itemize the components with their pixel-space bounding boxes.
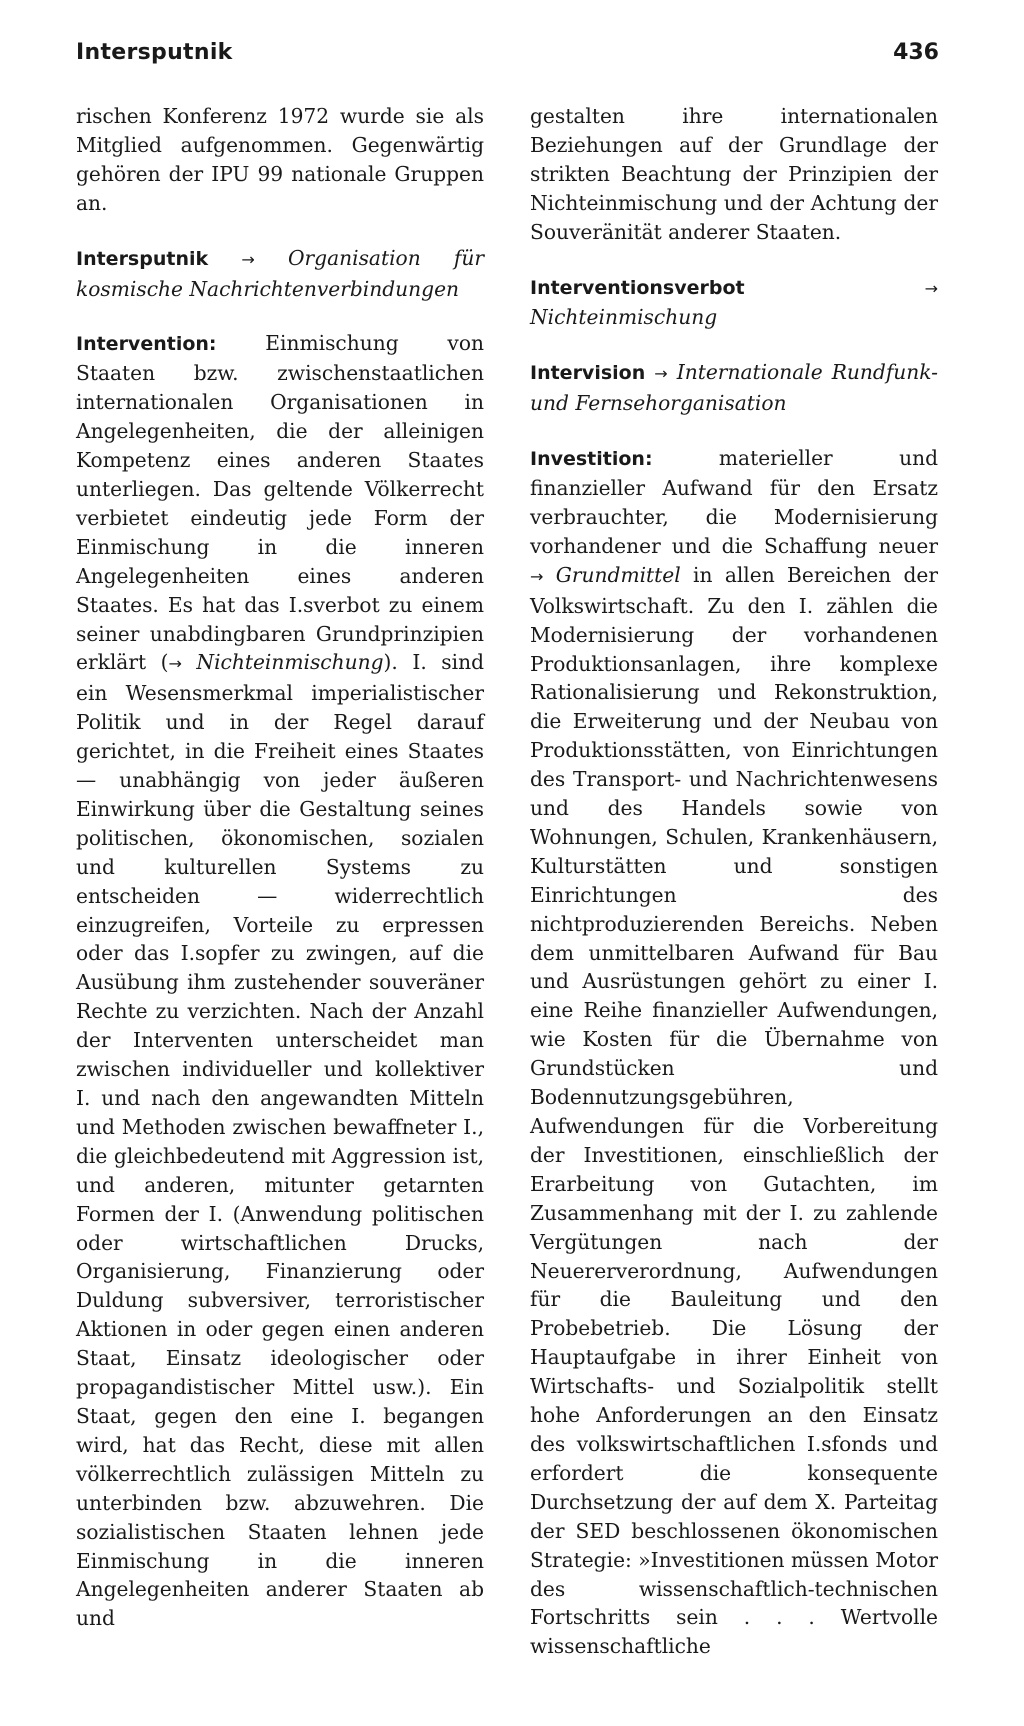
entry-term: Intervention: [76,333,217,356]
cross-reference: Nichteinmischung [196,650,384,675]
cross-reference-arrow-icon: → [168,654,182,674]
cross-reference-arrow-icon: → [241,249,255,269]
cross-reference: Nichteinmischung [530,305,718,330]
entry-term: Investition: [530,448,653,471]
left-column [76,102,484,1659]
entry-continuation-right: gestalten ihre internationalen Beziehungen auf der Grundlage der strikten Beachtung der Prinzipien der Nichteinmischung und der Achtung der Souveränität anderer Staaten. [530,104,938,244]
page-number: 436 [893,40,939,65]
running-head: Intersputnik [76,40,233,65]
cross-reference-arrow-icon: → [654,364,668,384]
entry-text: ). I. sind ein Wesensmerkmal imperialistischer Politik und in der Regel darauf gerichtet, in die Freiheit eines Staates — unabhängig von jeder äußeren Einwirkung über die Gestaltung seines politischen, ökonomischen, sozialen und kulturellen Systems zu entscheiden — widerrechtlich einzugreifen, Vorteile zu erpressen oder das I.sopfer zu zwingen, auf die Ausübung ihm zustehender souveräner Rechte zu verzichten. Nach der Anzahl der Interventen unterscheidet man zwischen individueller und kollektiver I. und nach den angewandten Mitteln und Methoden zwischen bewaffneter I., die gleichbedeutend mit Aggression ist, und anderen, mitunter getarnten Formen der I. (Anwendung politischen oder wirtschaftlichen Drucks, Organisierung, Finanzierung oder Duldung subversiver, terroristischer Aktionen in oder gegen einen anderen Staat, Einsatz ideologischer oder propagandistischer Mittel usw.). Ein Staat, gegen den eine I. begangen wird, hat das Recht, diese mit allen völkerrechtlich zulässigen Mitteln zu unterbinden bzw. abzuwehren. Die sozialistischen Staaten lehnen jede Einmischung in die inneren Angelegenheiten anderer Staaten ab und [76,650,484,1631]
entry-investition [530,444,938,1661]
entry-text: materieller und finanzieller Aufwand für den Ersatz verbrauchter, die Modernisierung vorhandener und die Schaffung neuer [530,446,938,558]
entry-term: Intervision [530,362,646,385]
entry-term: Interventionsverbot [530,276,745,299]
entry-text: Einmischung von Staaten bzw. zwischenstaatlichen internationalen Organisationen in Angelegenheiten, die der alleinigen Kompetenz eines anderen Staates unterliegen. Das geltende Völkerrecht verbietet eindeutig jede Form der Einmischung in die inneren Angelegenheiten eines anderen Staates. Es hat das I.sverbot zu einem seiner unabdingbaren Grundprinzipien erklärt ( [76,331,484,675]
cross-reference-arrow-icon: → [924,278,938,298]
entry-interventionsverbot [530,273,938,333]
entry-text: in allen Bereichen der Volkswirtschaft. Zu den I. zählen die Modernisierung der vorhandenen Produktionsanlagen, ihre komplexe Rationalisierung und Rekonstruktion, die Erweiterung und der Neubau von Produktionsstätten, von Einrichtungen des Transport- und Nachrichtenwesens und des Handels sowie von Wohnungen, Schulen, Krankenhäusern, Kulturstätten und sonstigen Einrichtungen des nichtproduzierenden Bereichs. Neben dem unmittelbaren Aufwand für Bau und Ausrüstungen gehört zu einer I. eine Reihe finanzieller Aufwendungen, wie Kosten für die Übernahme von Grundstücken und Bodennutzungsgebühren, Aufwendungen für die Vorbereitung der Investitionen, einschließlich der Erarbeitung von Gutachten, im Zusammenhang mit der I. zu zahlende Vergütungen nach der Neuererverordnung, Aufwendungen für die Bauleitung und den Probebetrieb. Die Lösung der Hauptaufgabe in ihrer Einheit von Wirtschafts- und Sozialpolitik stellt hohe Anforderungen an den Einsatz des volkswirtschaftlichen I.sfonds und erfordert die konsequente Durchsetzung der auf dem X. Parteitag der SED beschlossenen ökonomischen Strategie: »Investitionen müssen Motor des wissenschaftlich-technischen Fortschritts sein . . . Wertvolle wissenschaftliche [530,562,938,1659]
right-column [530,102,938,1687]
entry-continuation-left: rischen Konferenz 1972 wurde sie als Mitglied aufgenommen. Gegenwärtig gehören der IPU 99 nationale Gruppen an. [76,104,484,215]
entry-term: Intersputnik [76,247,209,270]
page-header [76,40,939,80]
entry-intersputnik [76,244,484,304]
cross-reference: Grundmittel [555,562,681,587]
entry-intervision [530,358,938,418]
cross-reference: Organisation für kosmische Nachrichtenverbindungen [76,245,485,301]
cross-reference: Internationale Rundfunk- und Fernsehorganisation [530,360,939,416]
cross-reference-arrow-icon: → [530,566,544,586]
entry-intervention [76,329,484,1633]
